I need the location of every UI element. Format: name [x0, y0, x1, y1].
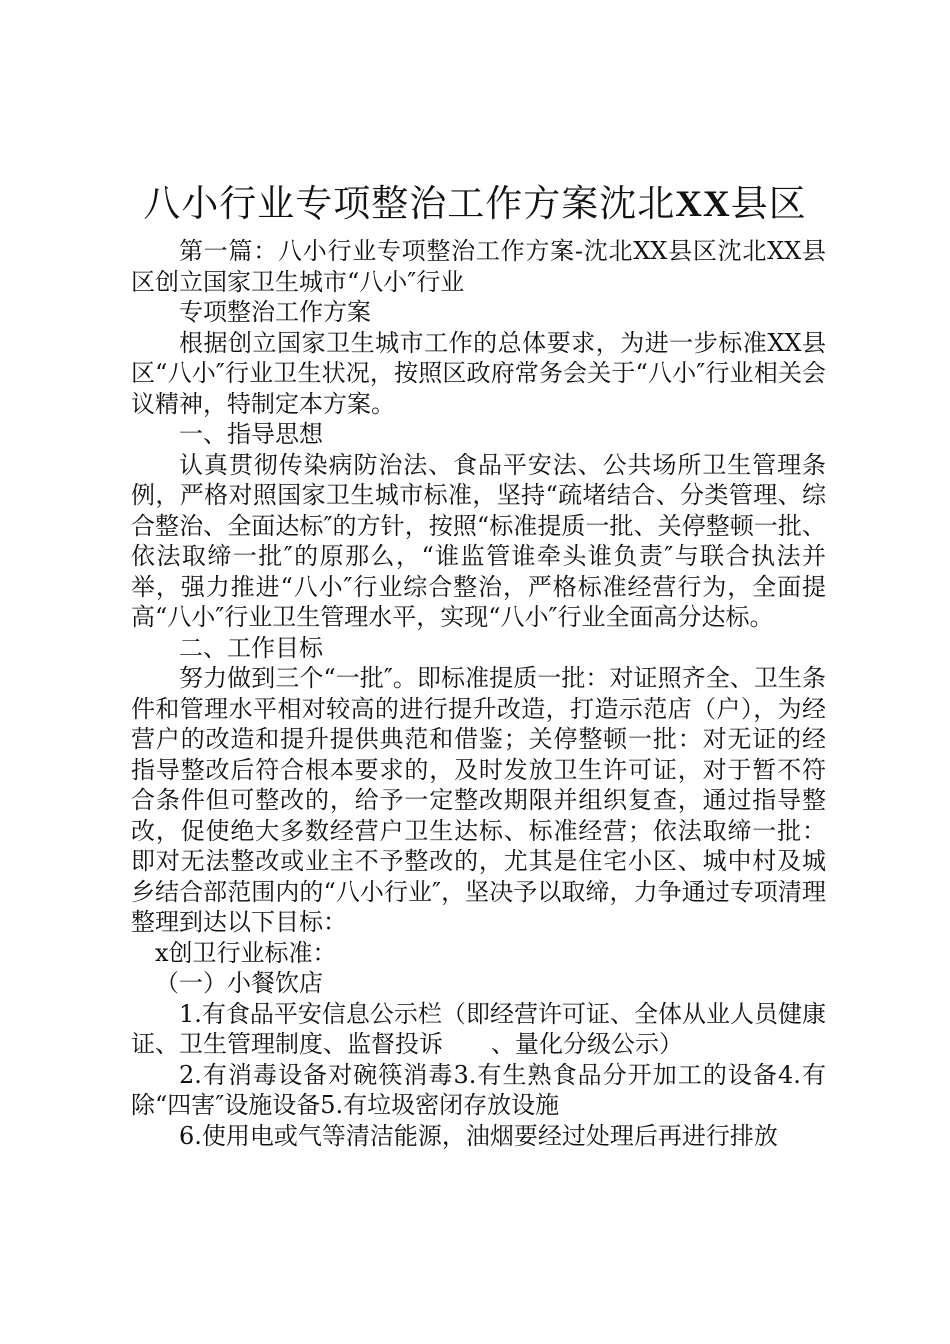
paragraph-subtitle: 专项整治工作方案 — [179, 298, 371, 326]
heading-guiding-ideology: 一、指导思想 — [179, 420, 323, 448]
paragraph-intro: 第一篇：八小行业专项整治工作方案-沈北XX县区沈北XX县区创立国家卫生城市“八小″行业 — [131, 237, 826, 296]
title-tail: 县区 — [730, 182, 807, 225]
paragraph-standard-label: x创卫行业标准： — [155, 938, 337, 967]
heading-work-goals: 二、工作目标 — [179, 633, 323, 662]
paragraph-purpose: 根据创立国家卫生城市工作的总体要求，为进一步标准XX县区“八小″行业卫生状况，按照区政府常务会关于“八小″行业相关会议精神，特制定本方案。 — [131, 328, 826, 418]
paragraph-guiding-ideology: 认真贯彻传染病防治法、食品平安法、公共场所卫生管理条例，严格对照国家卫生城市标准，坚持“疏堵结合、分类管理、综合整治、全面达标″的方针，按照“标准提质一批、关停整顿一批、依法取缔一批″的原那么，“谁监管谁牵头谁负责″与联合执法并举，强力推进“八小″行业综合整治，严格标准经营行为，全面提高“八小″行业卫生管理水平，实现“八小″行业全面高分达标。 — [131, 450, 826, 631]
title-main: 八小行业专项整治工作方案沈北 — [143, 182, 676, 225]
list-item-6: 6.使用电或气等清洁能源，油烟要经过处理后再进行排放 — [179, 1121, 778, 1150]
heading-small-restaurants: （一）小餐饮店 — [155, 969, 323, 997]
document-title — [0, 178, 950, 231]
title-bold: XX — [675, 184, 731, 225]
list-item-1: 1.有食品平安信息公示栏（即经营许可证、全体从业人员健康证、卫生管理制度、监督投诉 、量化分级公示） — [131, 999, 826, 1058]
paragraph-work-goals: 努力做到三个“一批″。即标准提质一批：对证照齐全、卫生条件和管理水平相对较高的进行提升改造，打造示范店（户），为经营户的改造和提升提供典范和借鉴；关停整顿一批：对无证的经指导整改后符合根本要求的，及时发放卫生许可证，对于暂不符合条件但可整改的，给予一定整改期限并组织复查，通过指导整改，促使绝大多数经营户卫生达标、标准经营；依法取缔一批：即对无法整改或业主不予整改的，尤其是住宅小区、城中村及城乡结合部范围内的“八小行业″，坚决予以取缔，力争通过专项清理整理到达以下目标： — [131, 664, 826, 936]
document-body — [131, 236, 826, 1151]
list-item-2-5: 2.有消毒设备对碗筷消毒3.有生熟食品分开加工的设备4.有除“四害″设施设备5.有垃圾密闭存放设施 — [131, 1060, 826, 1119]
